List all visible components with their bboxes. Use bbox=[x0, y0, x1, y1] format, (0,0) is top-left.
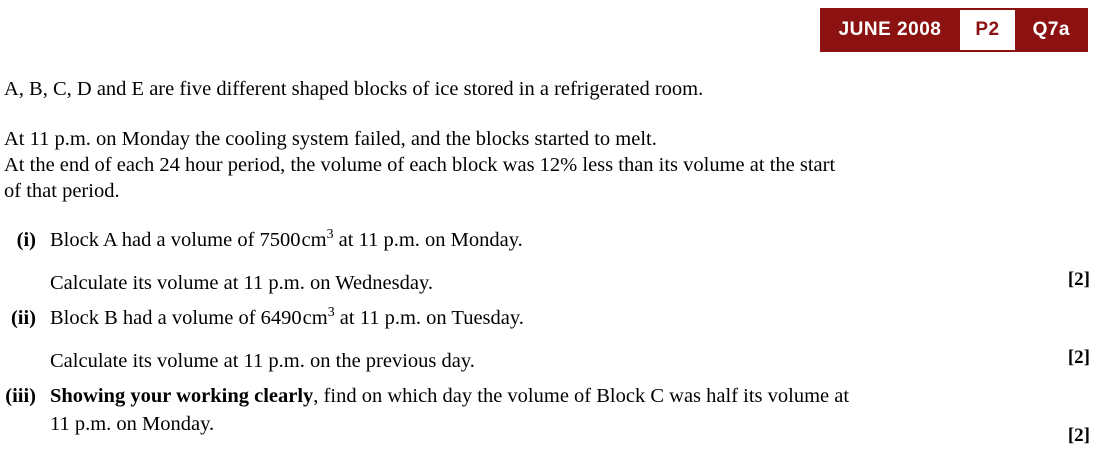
part-body-ii bbox=[50, 304, 1096, 375]
question-part-iii bbox=[4, 382, 1096, 446]
question-part-ii bbox=[4, 304, 1096, 375]
context-line-3: of that period. bbox=[4, 180, 120, 202]
part-i-statement-pre: Block A had a volume of 7500 bbox=[50, 229, 301, 251]
part-body-iii bbox=[50, 382, 1096, 438]
part-ii-statement-pre: Block B had a volume of 6490 bbox=[50, 307, 302, 329]
part-i-instruction: Calculate its volume at 11 p.m. on Wednesday. bbox=[50, 272, 434, 294]
part-iii-emphasis: Showing your working clearly bbox=[50, 385, 314, 407]
part-label-iii: (iii) bbox=[5, 385, 36, 407]
part-ii-marks: [2] bbox=[1067, 347, 1090, 368]
badge-question-label: Q7a bbox=[1017, 10, 1086, 50]
part-iii-statement-post: , find on which day the volume of Block C was half its volume at bbox=[313, 385, 850, 407]
part-ii-statement bbox=[50, 304, 1096, 332]
part-ii-instruction: Calculate its volume at 11 p.m. on the previous day. bbox=[50, 350, 475, 372]
question-parts bbox=[4, 226, 1096, 446]
part-i-statement-post: at 11 p.m. on Monday. bbox=[333, 229, 523, 251]
part-i-unit: cm bbox=[301, 229, 327, 251]
part-iii-statement bbox=[50, 382, 1096, 410]
context-line-2: At the end of each 24 hour period, the volume of each block was 12% less than its volume at the start bbox=[4, 154, 836, 176]
part-i-statement bbox=[50, 226, 1096, 254]
context-paragraph bbox=[4, 126, 1096, 204]
part-body-i bbox=[50, 226, 1096, 297]
part-i-marks: [2] bbox=[1067, 269, 1090, 290]
question-content bbox=[4, 76, 1096, 445]
part-ii-unit-exponent: 3 bbox=[327, 305, 335, 321]
part-i-unit-exponent: 3 bbox=[326, 227, 334, 243]
part-label-ii: (ii) bbox=[10, 307, 36, 329]
question-source-badge bbox=[820, 8, 1088, 52]
badge-paper-label: P2 bbox=[958, 10, 1016, 50]
intro-paragraph: A, B, C, D and E are five different shaped blocks of ice stored in a refrigerated room. bbox=[4, 78, 704, 100]
part-label-i: (i) bbox=[16, 229, 36, 251]
part-iii-statement-continued: 11 p.m. on Monday. bbox=[50, 413, 215, 435]
question-part-i bbox=[4, 226, 1096, 297]
part-ii-statement-post: at 11 p.m. on Tuesday. bbox=[334, 307, 524, 329]
part-ii-unit: cm bbox=[302, 307, 328, 329]
context-line-1: At 11 p.m. on Monday the cooling system failed, and the blocks started to melt. bbox=[4, 128, 657, 150]
badge-session-label: JUNE 2008 bbox=[822, 10, 959, 50]
part-iii-marks: [2] bbox=[1067, 425, 1090, 446]
